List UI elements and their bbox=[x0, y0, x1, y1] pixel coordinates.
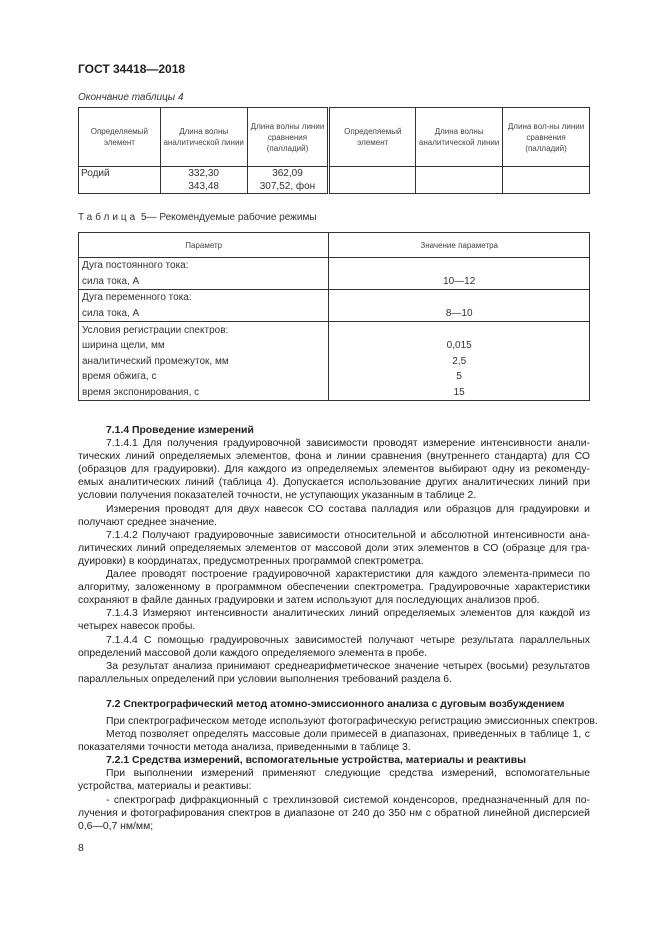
text-line: 0,6—0,7 нм/мм; bbox=[78, 820, 154, 832]
text-line: Метод позволяет определять массовые доли примесей в диапазонах, приведенных в таблице 1, с bbox=[106, 729, 590, 741]
text-line: литических линий определяемых элементов от массовой доли этих элементов в СО (образце для гра- bbox=[78, 542, 590, 554]
text-line: получают среднее значение. bbox=[78, 516, 218, 528]
table-header-row bbox=[79, 108, 590, 167]
header-cell: Длина вол-ны линии сравнения (палладий) bbox=[503, 108, 590, 167]
text-line: алгоритму, заложенному в программном обеспечении спектрометра. Градуировочные характеристики bbox=[78, 582, 590, 594]
paragraph bbox=[78, 503, 590, 529]
table-row bbox=[79, 167, 590, 181]
cell: 2,5 bbox=[329, 354, 590, 370]
text-line: 7.1.4.1 Для получения градуировочной зависимости проводят измерение интенсивности анали- bbox=[106, 438, 590, 450]
cell bbox=[503, 180, 590, 194]
table-row bbox=[79, 369, 590, 385]
cell: 0,015 bbox=[329, 338, 590, 354]
cell: Условия регистрации спектров: bbox=[79, 322, 329, 338]
text-line: (образцов для градуировки). Для каждого из определяемых элементов выбирают одну из рекоменду- bbox=[78, 464, 590, 476]
header-cell: Длина волны аналитической линии bbox=[160, 108, 247, 167]
cell bbox=[79, 180, 161, 194]
paragraph bbox=[78, 568, 590, 607]
text-line: показателями точности метода анализа, приведенными в таблице 3. bbox=[78, 742, 411, 754]
cell bbox=[416, 167, 503, 181]
cell: Дуга переменного тока: bbox=[79, 290, 329, 306]
table-row bbox=[79, 258, 590, 274]
table-5 bbox=[78, 232, 590, 401]
paragraph bbox=[78, 794, 590, 833]
table-row bbox=[79, 322, 590, 338]
cell: время экспонирования, с bbox=[79, 385, 329, 401]
table-row bbox=[79, 274, 590, 290]
cell: 307,52, фон bbox=[247, 180, 329, 194]
cell bbox=[329, 258, 590, 274]
cell bbox=[503, 167, 590, 181]
cell: 332,30 bbox=[160, 167, 247, 181]
cell: 5 bbox=[329, 369, 590, 385]
cell: 10—12 bbox=[329, 274, 590, 290]
cell: 362,09 bbox=[247, 167, 329, 181]
text-line: условии получения показателей точности, не уступающих указанным в таблице 2. bbox=[78, 490, 477, 502]
paragraph bbox=[78, 660, 590, 686]
text-line: 7.1.4.3 Измеряют интенсивности аналитических линий определяемых элементов для каждой из bbox=[106, 608, 590, 620]
text-line: 7.1.4.2 Получают градуировочные зависимости относительной и абсолютной интенсивности ана- bbox=[106, 529, 590, 541]
text-line: 7.1.4.4 С помощью градуировочных зависимостей получают четыре результата параллельных bbox=[106, 634, 590, 646]
text-line: тических линий определяемых элементов, фона и линии сравнения (внутреннего стандарта) для СО bbox=[78, 451, 590, 463]
text-line: При выполнении измерений применяют следующие средства измерений, вспомогательные bbox=[106, 768, 590, 780]
table-row bbox=[79, 385, 590, 401]
section-heading-7-2: 7.2 Спектрографический метод атомно-эмиссионного анализа с дуговым возбуждением bbox=[106, 698, 565, 710]
page-number: 8 bbox=[78, 842, 84, 854]
paragraph bbox=[78, 437, 590, 502]
header-cell: Параметр bbox=[79, 233, 329, 258]
cell bbox=[329, 180, 416, 194]
text-line: четырех навесок пробы. bbox=[78, 621, 196, 633]
header-cell: Длина волны аналитической линии bbox=[416, 108, 503, 167]
caption-prefix: Таблица bbox=[78, 212, 139, 223]
text-line: Измерения проводят для двух навесок СО состава палладия или образцов для градуировки и bbox=[106, 503, 590, 515]
paragraph bbox=[78, 715, 598, 728]
cell: 15 bbox=[329, 385, 590, 401]
text-line: Далее проводят построение градуировочной характеристики для каждого элемента-примеси по bbox=[106, 569, 590, 581]
paragraph bbox=[78, 529, 590, 568]
cell: Родий bbox=[79, 167, 161, 181]
table5-caption bbox=[78, 212, 317, 223]
text-line: емых аналитических линий (таблица 4). Допускается использование других аналитических линий при bbox=[78, 477, 590, 489]
header-cell: Длина волны линии сравнения (палладий) bbox=[247, 108, 329, 167]
text-line: - спектрограф дифракционный с трехлинзовой системой конденсоров, предназначенный для по- bbox=[106, 794, 590, 806]
header-cell: Значение параметра bbox=[329, 233, 590, 258]
table-4 bbox=[78, 107, 590, 194]
cell bbox=[329, 322, 590, 338]
text-line: При спектрографическом методе используют фотографическую регистрацию эмиссионных спектров. bbox=[106, 715, 598, 727]
table-row bbox=[79, 180, 590, 194]
body-text bbox=[78, 424, 598, 833]
section-heading-7-2-1: 7.2.1 Средства измерений, вспомогательные устройства, материалы и реактивы bbox=[106, 755, 526, 767]
paragraph bbox=[78, 607, 590, 633]
table-row bbox=[79, 338, 590, 354]
cell: ширина щели, мм bbox=[79, 338, 329, 354]
cell: аналитический промежуток, мм bbox=[79, 354, 329, 370]
cell bbox=[329, 167, 416, 181]
header-cell: Определяемый элемент bbox=[79, 108, 161, 167]
text-line: определений массовой доли каждого определяемого элемента в пробе. bbox=[78, 647, 428, 659]
paragraph bbox=[78, 728, 590, 754]
cell: 343,48 bbox=[160, 180, 247, 194]
section-heading-7-1-4: 7.1.4 Проведение измерений bbox=[106, 425, 254, 436]
text-line: За результат анализа принимают среднеарифметическое значение четырех (восьми) результатов bbox=[106, 660, 590, 672]
table-row bbox=[79, 290, 590, 306]
cell bbox=[416, 180, 503, 194]
caption-text: 5— Рекомендуемые рабочие режимы bbox=[141, 212, 317, 223]
paragraph bbox=[78, 767, 590, 793]
text-line: сохраняют в файле данных градуировки и затем используют для последующих анализов проб. bbox=[78, 595, 540, 607]
text-line: параллельных определений при условии выполнения требований раздела 6. bbox=[78, 673, 452, 685]
header-cell: Определяемый элемент bbox=[329, 108, 416, 167]
text-line: лучения и фотографирования спектров в диапазоне от 240 до 350 нм с обратной линейной дисперсией bbox=[78, 807, 590, 819]
table4-caption: Окончание таблицы 4 bbox=[78, 92, 184, 103]
cell: сила тока, А bbox=[79, 306, 329, 322]
text-line: дуировки) в координатах, предусмотренных программой спектрометра. bbox=[78, 555, 424, 567]
text-line: устройства, материалы и реактивы: bbox=[78, 781, 252, 793]
table-row bbox=[79, 354, 590, 370]
table-row bbox=[79, 306, 590, 322]
cell: 8—10 bbox=[329, 306, 590, 322]
standard-header: ГОСТ 34418—2018 bbox=[78, 62, 186, 76]
cell: время обжига, с bbox=[79, 369, 329, 385]
cell: сила тока, А bbox=[79, 274, 329, 290]
cell bbox=[329, 290, 590, 306]
cell: Дуга постоянного тока: bbox=[79, 258, 329, 274]
paragraph bbox=[78, 634, 590, 660]
